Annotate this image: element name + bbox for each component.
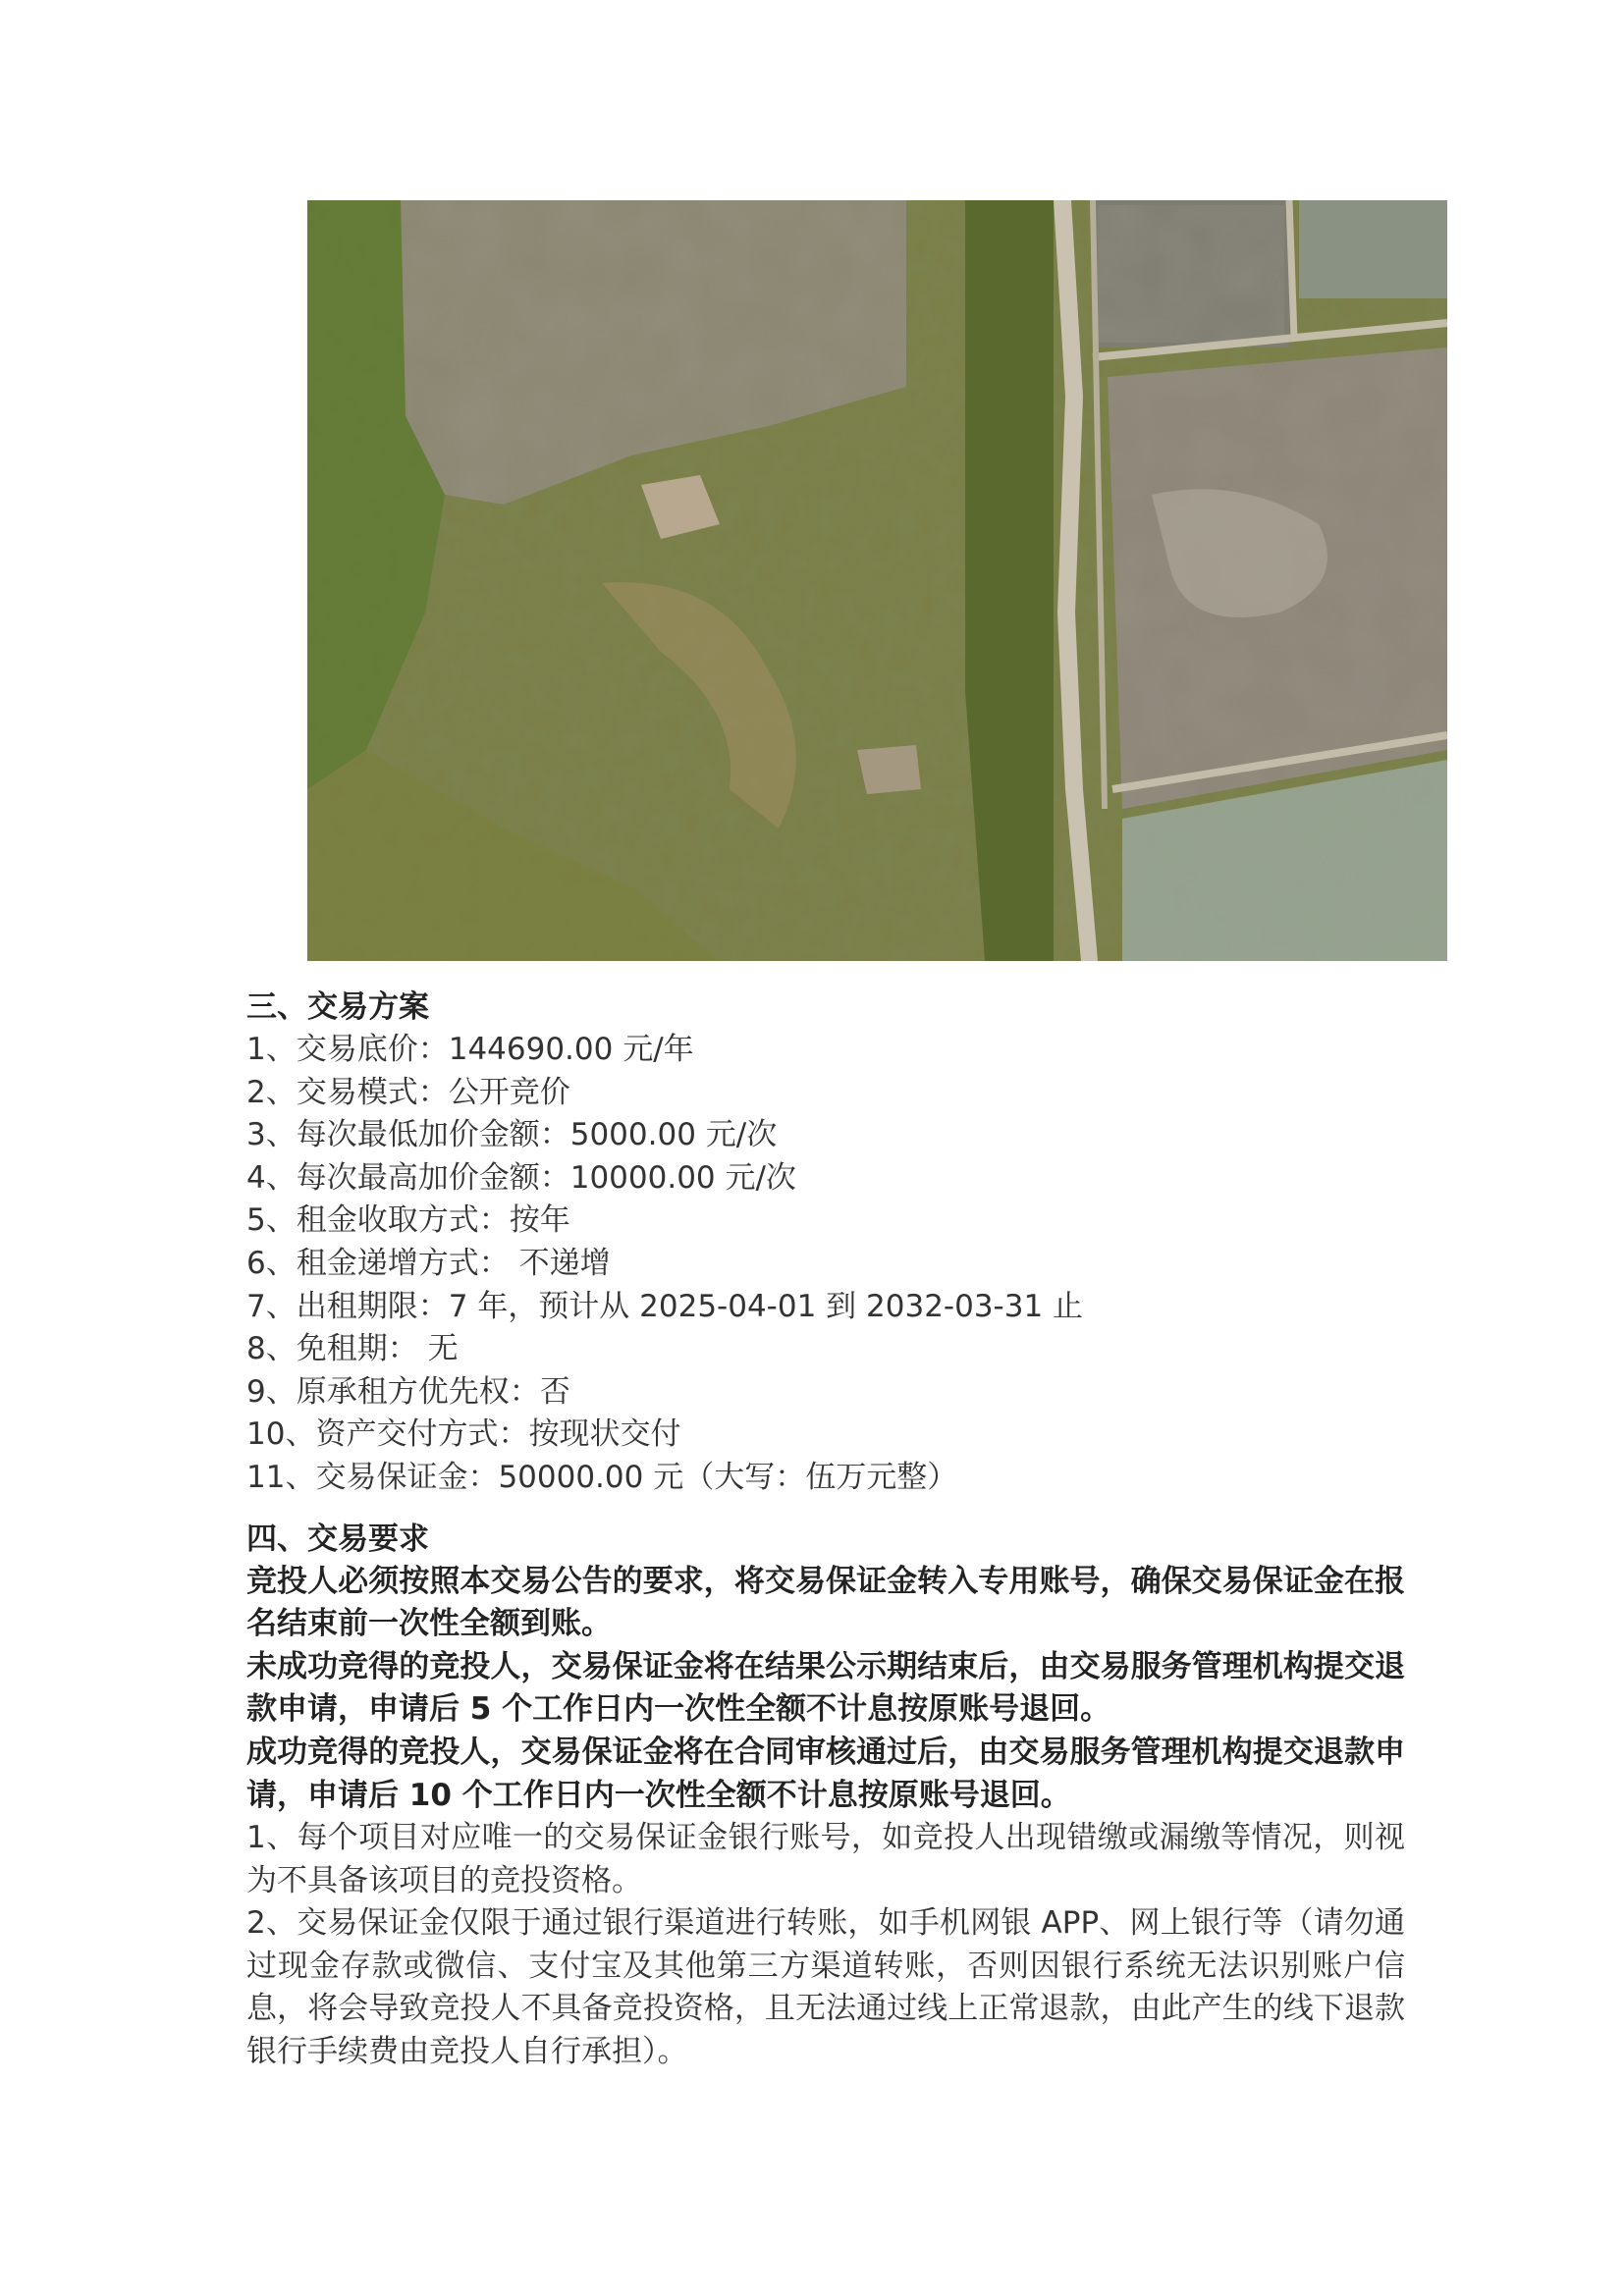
section-4-paragraph: 1、每个项目对应唯一的交易保证金银行账号，如竞投人出现错缴或漏缴等情况，则视为不具备该项目的竞投资格。 bbox=[246, 1820, 1405, 1898]
section-3-item: 2、交易模式：公开竞价 bbox=[246, 1074, 570, 1110]
aerial-photo bbox=[307, 200, 1447, 961]
section-3-item: 1、交易底价：144690.00 元/年 bbox=[246, 1032, 694, 1067]
section-3-item: 5、租金收取方式：按年 bbox=[246, 1202, 570, 1239]
section-3-item: 11、交易保证金：50000.00 元（大写：伍万元整） bbox=[246, 1459, 958, 1495]
section-3-item: 3、每次最低加价金额：5000.00 元/次 bbox=[246, 1117, 778, 1153]
section-3-item: 8、免租期： 无 bbox=[246, 1331, 459, 1367]
section-4-bold-paragraph: 竞投人必须按照本交易公告的要求，将交易保证金转入专用账号，确保交易保证金在报名结束前一次性全额到账。 bbox=[246, 1563, 1405, 1642]
section-4-bold-paragraph: 未成功竞得的竞投人，交易保证金将在结果公示期结束后，由交易服务管理机构提交退款申请，申请后 5 个工作日内一次性全额不计息按原账号退回。 bbox=[246, 1648, 1405, 1728]
section-4-paragraph: 2、交易保证金仅限于通过银行渠道进行转账，如手机网银 APP、网上银行等（请勿通过现金存款或微信、支付宝及其他第三方渠道转账，否则因银行系统无法识别账户信息，将会导致竞投人不具备竞投资格，且无法通过线上正常退款，由此产生的线下退款银行手续费由竞投人自行承担）。 bbox=[246, 1905, 1405, 2070]
section-3-item: 6、租金递增方式： 不递增 bbox=[246, 1245, 611, 1281]
section-3-item: 4、每次最高加价金额：10000.00 元/次 bbox=[246, 1159, 796, 1196]
section-3-item: 10、资产交付方式：按现状交付 bbox=[246, 1416, 681, 1453]
section-3-item: 7、出租期限：7 年，预计从 2025-04-01 到 2032-03-31 止 bbox=[246, 1288, 1084, 1324]
section-3-item: 9、原承租方优先权：否 bbox=[246, 1373, 570, 1410]
section-3-title: 三、交易方案 bbox=[246, 989, 429, 1025]
section-4-title: 四、交易要求 bbox=[246, 1521, 429, 1557]
document-body bbox=[246, 986, 1405, 2074]
aerial-photo-drawing bbox=[307, 200, 1447, 961]
section-4-bold-paragraph: 成功竞得的竞投人，交易保证金将在合同审核通过后，由交易服务管理机构提交退款申请，申请后 10 个工作日内一次性全额不计息按原账号退回。 bbox=[246, 1734, 1405, 1813]
